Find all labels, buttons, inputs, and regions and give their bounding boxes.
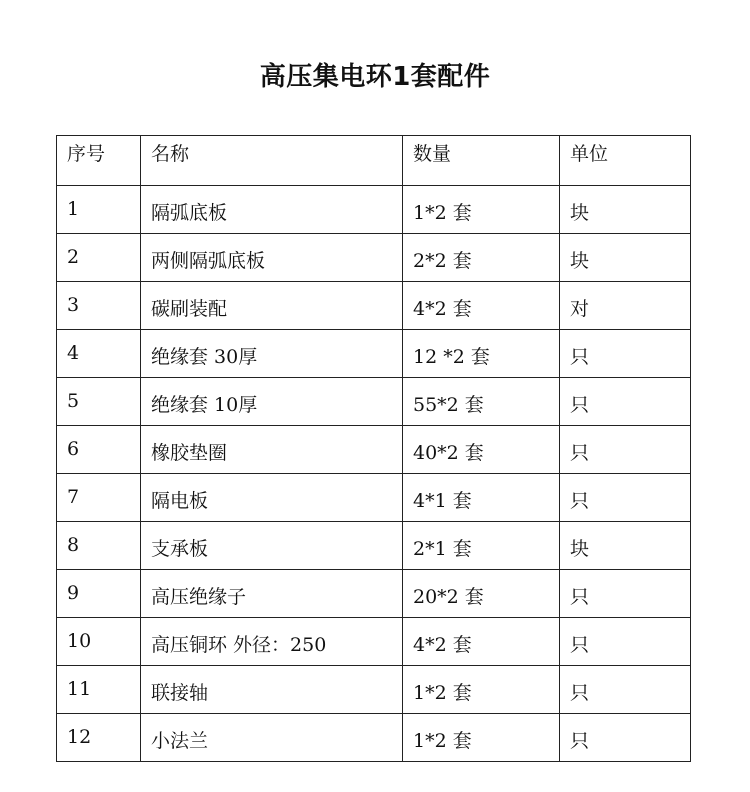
cell-unit: 只 [560,666,691,714]
header-name: 名称 [141,136,403,186]
cell-unit: 只 [560,714,691,762]
cell-index: 2 [57,234,141,282]
cell-name: 两侧隔弧底板 [141,234,403,282]
cell-unit: 只 [560,330,691,378]
cell-unit: 只 [560,570,691,618]
table-header-row [57,136,691,186]
cell-quantity: 40*2 套 [403,426,560,474]
table-row [57,378,691,426]
cell-quantity: 4*2 套 [403,282,560,330]
cell-index: 9 [57,570,141,618]
cell-quantity: 12 *2 套 [403,330,560,378]
cell-index: 10 [57,618,141,666]
cell-unit: 只 [560,474,691,522]
header-quantity: 数量 [403,136,560,186]
cell-index: 12 [57,714,141,762]
cell-name: 橡胶垫圈 [141,426,403,474]
cell-unit: 只 [560,378,691,426]
cell-quantity: 55*2 套 [403,378,560,426]
table-row [57,570,691,618]
cell-unit: 只 [560,426,691,474]
table-row [57,618,691,666]
table-row [57,426,691,474]
cell-name: 支承板 [141,522,403,570]
cell-name: 碳刷装配 [141,282,403,330]
cell-quantity: 1*2 套 [403,666,560,714]
cell-name: 联接轴 [141,666,403,714]
cell-name: 小法兰 [141,714,403,762]
cell-index: 1 [57,186,141,234]
cell-index: 5 [57,378,141,426]
table-row [57,666,691,714]
cell-quantity: 4*1 套 [403,474,560,522]
cell-name: 高压铜环 外径：250 [141,618,403,666]
cell-quantity: 1*2 套 [403,186,560,234]
cell-name: 绝缘套 10厚 [141,378,403,426]
cell-name: 绝缘套 30厚 [141,330,403,378]
parts-table [56,135,691,762]
cell-name: 高压绝缘子 [141,570,403,618]
cell-quantity: 20*2 套 [403,570,560,618]
cell-name: 隔电板 [141,474,403,522]
cell-index: 7 [57,474,141,522]
table-row [57,714,691,762]
cell-unit: 只 [560,618,691,666]
table-row [57,330,691,378]
table-row [57,522,691,570]
cell-quantity: 4*2 套 [403,618,560,666]
document-title: 高压集电环1套配件 [259,62,491,92]
table-row [57,474,691,522]
cell-index: 3 [57,282,141,330]
cell-unit: 块 [560,522,691,570]
cell-unit: 块 [560,234,691,282]
cell-unit: 对 [560,282,691,330]
table-row [57,186,691,234]
cell-index: 11 [57,666,141,714]
header-unit: 单位 [560,136,691,186]
table-row [57,282,691,330]
cell-quantity: 2*2 套 [403,234,560,282]
cell-index: 8 [57,522,141,570]
cell-name: 隔弧底板 [141,186,403,234]
cell-index: 6 [57,426,141,474]
cell-index: 4 [57,330,141,378]
cell-unit: 块 [560,186,691,234]
header-index: 序号 [57,136,141,186]
cell-quantity: 2*1 套 [403,522,560,570]
table-row [57,234,691,282]
cell-quantity: 1*2 套 [403,714,560,762]
